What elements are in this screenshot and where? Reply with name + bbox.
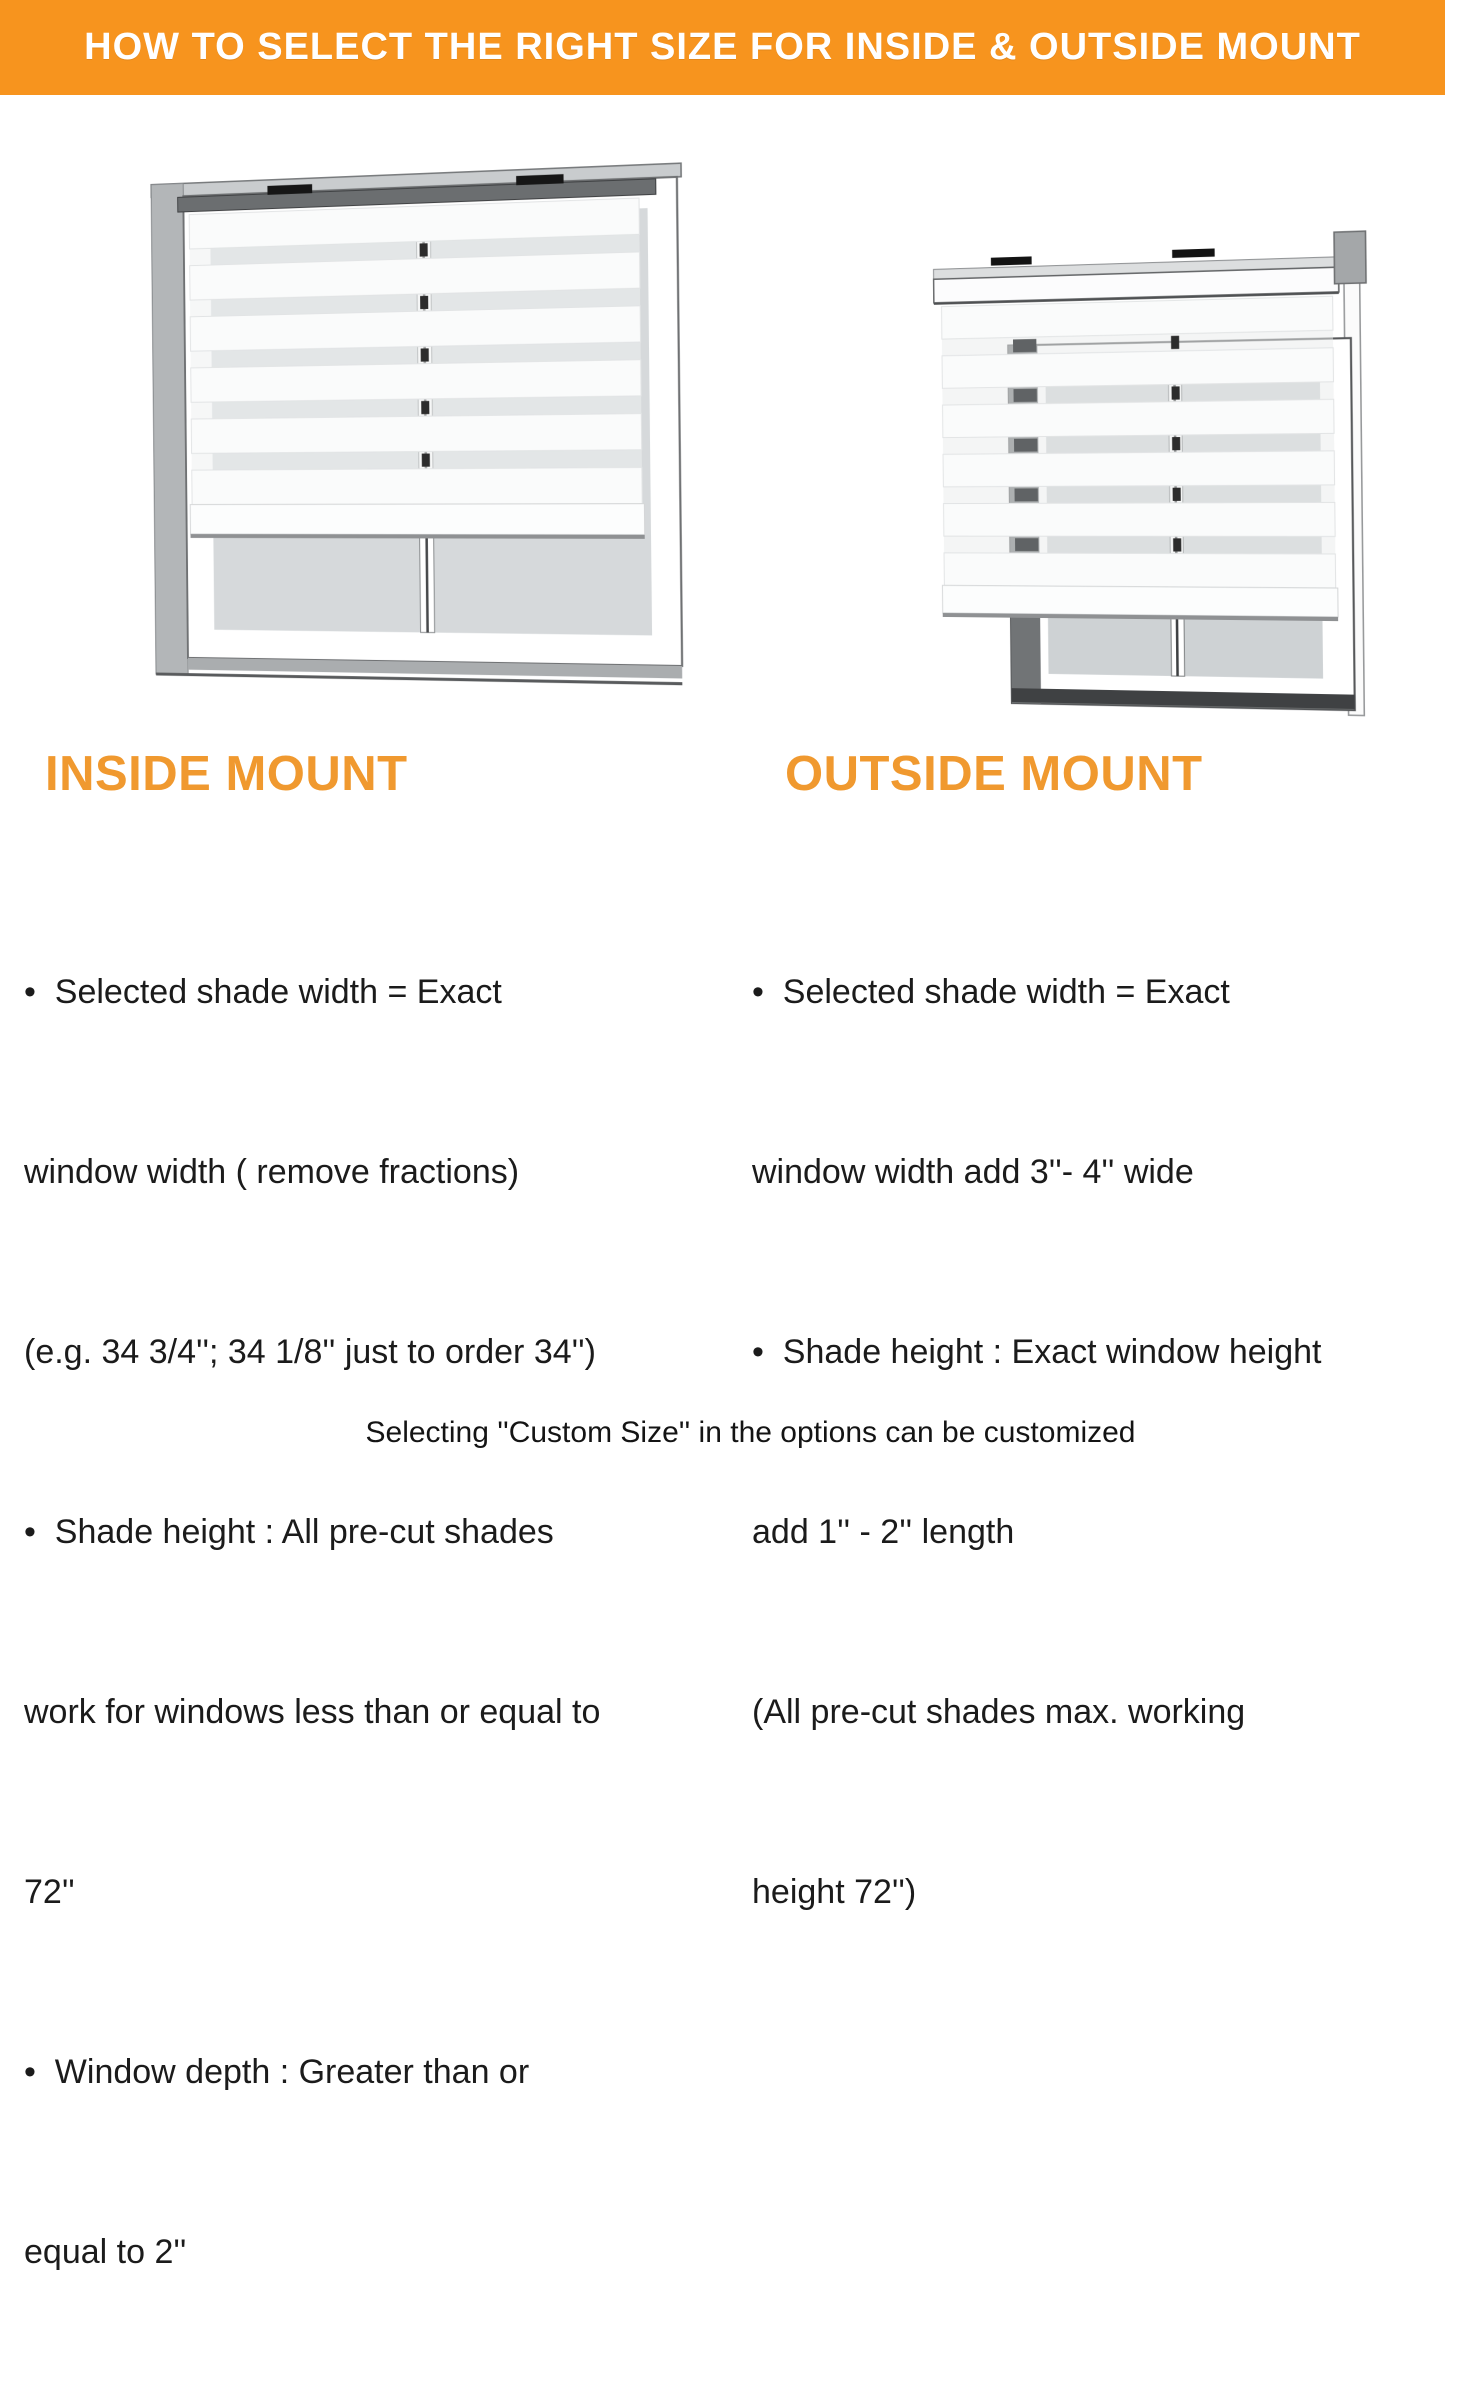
inside-mount-heading: INSIDE MOUNT — [45, 747, 408, 801]
outside-mount-heading: OUTSIDE MOUNT — [785, 747, 1203, 801]
custom-size-note: Selecting ''Custom Size'' in the options can be customized — [365, 1416, 1136, 1449]
bullet-line: 72'' — [24, 1873, 75, 1911]
bullet-line: equal to 2'' — [24, 2233, 187, 2271]
bullet-line: (All pre-cut shades max. working — [752, 1693, 1246, 1731]
bullet-line: height 72'') — [752, 1873, 917, 1911]
inside-mount-instructions — [24, 842, 724, 2402]
bullet-line: • Window depth : Greater than or — [24, 2053, 530, 2091]
zebra-blind-graphic — [933, 231, 1369, 619]
bullet-line: window width ( remove fractions) — [24, 1153, 520, 1191]
bullet-line: window width add 3''- 4'' wide — [752, 1153, 1194, 1191]
inside-mount-illustration — [134, 125, 700, 730]
bullet-line: work for windows less than or equal to — [24, 1693, 601, 1731]
inside-mount-window-graphic — [134, 125, 700, 730]
bullet-line: • Shade height : Exact window height — [752, 1333, 1322, 1371]
outside-mount-window-graphic — [857, 112, 1436, 759]
bullet-line: • Selected shade width = Exact — [24, 973, 502, 1011]
bullet-line: • Shade height : All pre-cut shades — [24, 1513, 554, 1551]
bullet-line: (e.g. 34 3/4''; 34 1/8'' just to order 34'') — [24, 1333, 596, 1371]
banner — [0, 0, 1445, 95]
outside-mount-illustration — [857, 112, 1436, 759]
bullet-line: • Selected shade width = Exact — [752, 973, 1230, 1011]
zebra-blind-graphic — [178, 170, 660, 536]
banner-title: HOW TO SELECT THE RIGHT SIZE FOR INSIDE & OUTSIDE MOUNT — [84, 26, 1361, 68]
bullet-line: add 1'' - 2'' length — [752, 1513, 1015, 1551]
